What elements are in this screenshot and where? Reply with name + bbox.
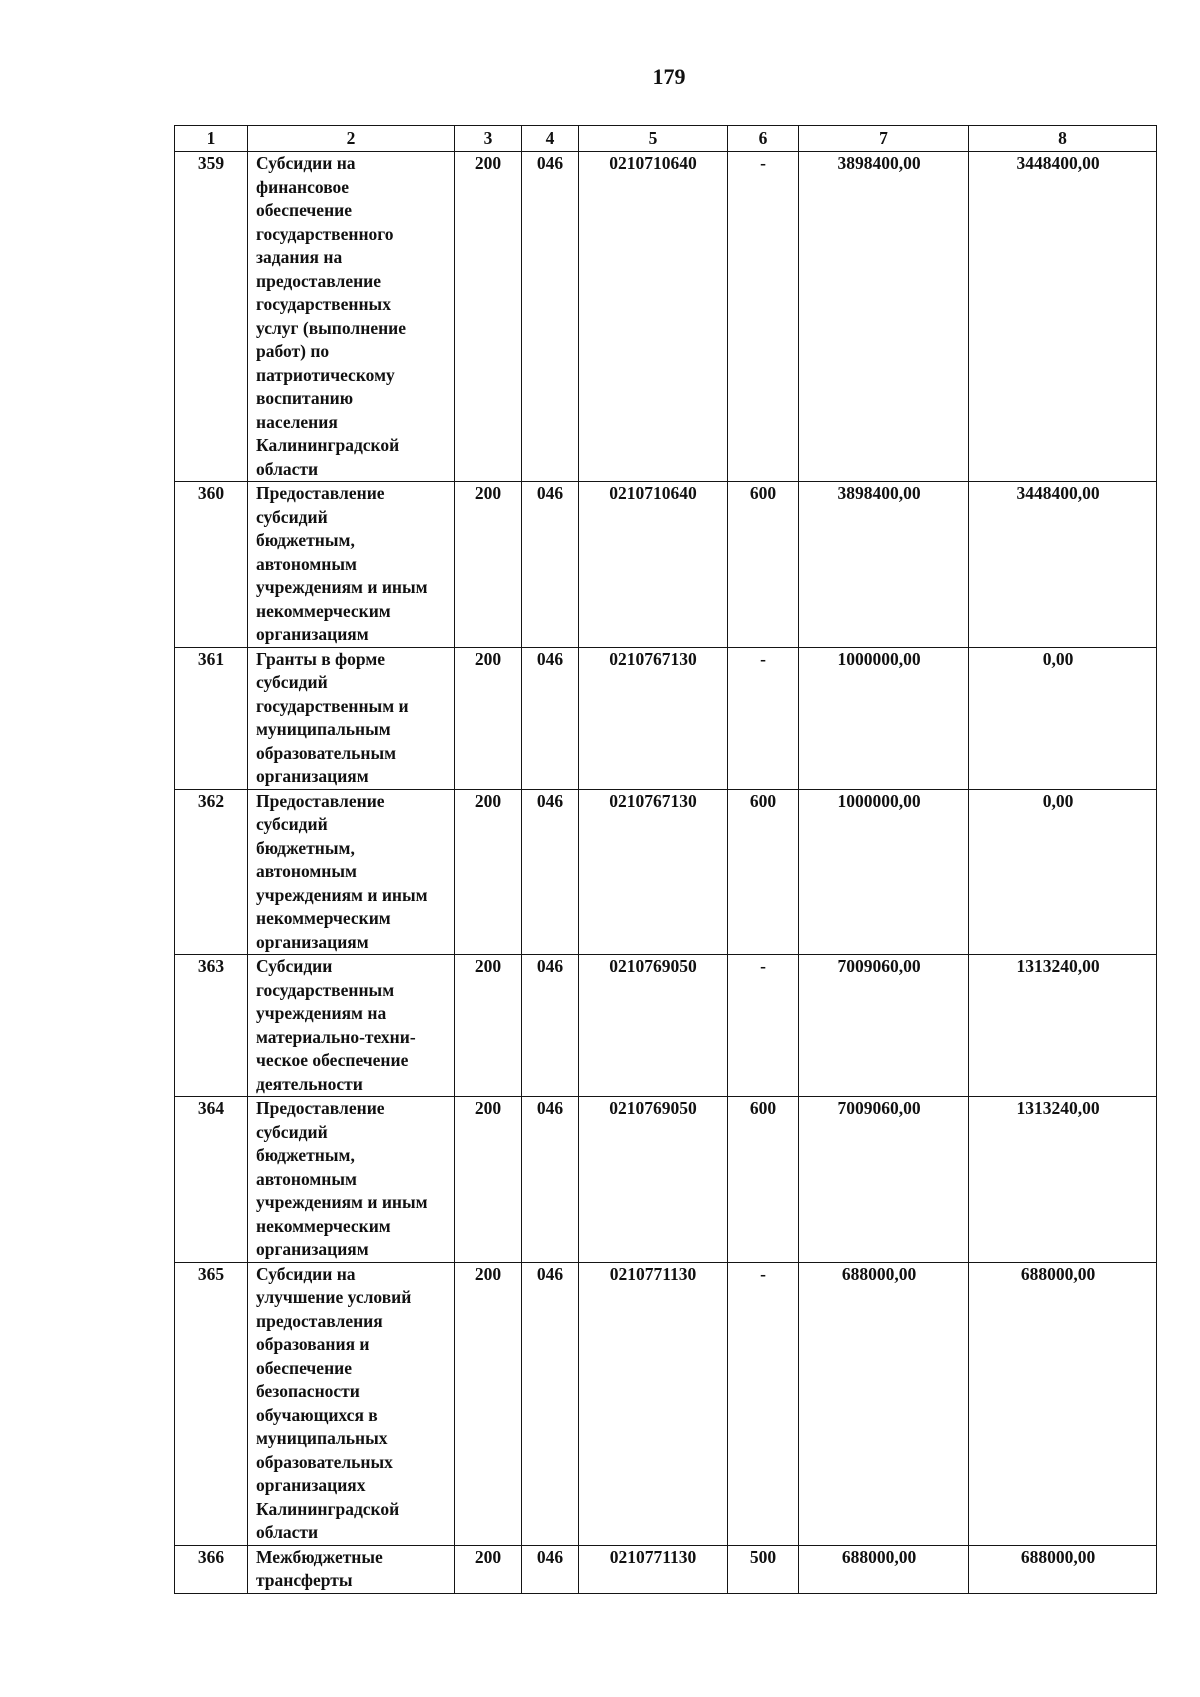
amount-cell-col7: 3898400,00 — [799, 482, 969, 648]
row-name-line: образовательным — [256, 742, 397, 763]
column-header: 5 — [579, 126, 728, 152]
row-name-line: образовательных — [256, 1451, 393, 1472]
target-article-cell: 0210710640 — [579, 152, 728, 482]
row-name-line: воспитанию — [256, 388, 354, 408]
target-article-cell: 0210771130 — [579, 1545, 728, 1593]
amount-cell-col8: 3448400,00 — [969, 482, 1157, 648]
expense-type-cell: 600 — [728, 1097, 799, 1263]
page-number: 179 — [652, 64, 686, 89]
row-name-line: государственным — [256, 979, 395, 1000]
row-name-line: некоммерческим — [256, 908, 391, 928]
row-name-line: автономным — [256, 861, 357, 881]
code-cell-col3: 200 — [455, 482, 522, 648]
row-name-line: безопасности — [256, 1381, 360, 1401]
row-name-line: Субсидии — [256, 956, 333, 976]
code-cell-col3: 200 — [455, 955, 522, 1097]
row-name-line: субсидий — [256, 1121, 328, 1142]
table-row — [175, 1262, 1157, 1545]
header-row — [175, 126, 1157, 152]
amount-cell-col7: 7009060,00 — [799, 955, 969, 1097]
row-name-line: бюджетным, — [256, 837, 355, 858]
row-name-cell — [248, 955, 455, 1097]
row-number-cell: 362 — [175, 789, 248, 955]
row-name-line: муниципальным — [256, 719, 391, 739]
row-name-cell — [248, 789, 455, 955]
amount-cell-col8: 688000,00 — [969, 1262, 1157, 1545]
row-name-line: государственных — [256, 294, 391, 314]
row-name-line: обучающихся в — [256, 1404, 378, 1425]
row-name-line: населения — [256, 411, 338, 432]
row-number-cell: 365 — [175, 1262, 248, 1545]
target-article-cell: 0210769050 — [579, 955, 728, 1097]
row-name-line: учреждениям на — [256, 1003, 387, 1023]
row-name-line: Субсидии на — [256, 1263, 356, 1284]
amount-cell-col7: 7009060,00 — [799, 1097, 969, 1263]
row-name-line: организациях — [256, 1475, 366, 1495]
table-row — [175, 152, 1157, 482]
amount-cell-col8: 0,00 — [969, 789, 1157, 955]
expense-type-cell: - — [728, 1262, 799, 1545]
table-row — [175, 789, 1157, 955]
code-cell-col4: 046 — [522, 1262, 579, 1545]
row-name-line: задания на — [256, 247, 343, 267]
row-name-cell — [248, 1545, 455, 1593]
code-cell-col3: 200 — [455, 1262, 522, 1545]
row-name-line: автономным — [256, 553, 357, 574]
code-cell-col4: 046 — [522, 1545, 579, 1593]
column-header: 1 — [175, 126, 248, 152]
row-name-line: учреждениям и иным — [256, 1192, 428, 1212]
code-cell-col4: 046 — [522, 955, 579, 1097]
row-name-line: субсидий — [256, 506, 328, 527]
code-cell-col3: 200 — [455, 789, 522, 955]
row-name-line: патриотическому — [256, 364, 395, 385]
row-name-line: учреждениям и иным — [256, 577, 428, 597]
row-name-line: Субсидии на — [256, 153, 356, 173]
table-row — [175, 482, 1157, 648]
column-header: 3 — [455, 126, 522, 152]
column-header: 4 — [522, 126, 579, 152]
row-name-cell — [248, 482, 455, 648]
expense-type-cell: 500 — [728, 1545, 799, 1593]
row-name-line: Калининградской — [256, 435, 400, 455]
row-name-line: ческое обеспечение — [256, 1050, 409, 1070]
row-name-line: государственного — [256, 223, 394, 244]
target-article-cell: 0210710640 — [579, 482, 728, 648]
row-number-cell: 364 — [175, 1097, 248, 1263]
budget-table — [174, 125, 1157, 1594]
row-name-line: улучшение условий — [256, 1287, 412, 1307]
amount-cell-col7: 688000,00 — [799, 1545, 969, 1593]
row-name-line: области — [256, 1522, 319, 1542]
row-name-line: Межбюджетные — [256, 1546, 383, 1567]
row-name-line: образования и — [256, 1334, 370, 1354]
column-header: 6 — [728, 126, 799, 152]
row-name-line: некоммерческим — [256, 1215, 391, 1236]
target-article-cell: 0210767130 — [579, 789, 728, 955]
column-header: 7 — [799, 126, 969, 152]
row-name-line: некоммерческим — [256, 600, 391, 621]
row-name-line: Гранты в форме — [256, 648, 386, 669]
amount-cell-col7: 688000,00 — [799, 1262, 969, 1545]
column-header: 2 — [248, 126, 455, 152]
code-cell-col4: 046 — [522, 647, 579, 789]
row-name-cell — [248, 647, 455, 789]
row-name-line: деятельности — [256, 1073, 363, 1094]
row-name-line: трансферты — [256, 1570, 353, 1590]
amount-cell-col7: 1000000,00 — [799, 647, 969, 789]
amount-cell-col7: 1000000,00 — [799, 789, 969, 955]
code-cell-col3: 200 — [455, 1097, 522, 1263]
column-header: 8 — [969, 126, 1157, 152]
row-name-line: субсидий — [256, 814, 328, 834]
table-row — [175, 647, 1157, 789]
row-name-line: автономным — [256, 1168, 357, 1189]
row-name-line: Предоставление — [256, 1098, 385, 1118]
table-row — [175, 1545, 1157, 1593]
row-number-cell: 359 — [175, 152, 248, 482]
expense-type-cell: - — [728, 152, 799, 482]
row-name-line: государственным и — [256, 695, 409, 716]
row-name-line: организациям — [256, 931, 369, 952]
amount-cell-col8: 688000,00 — [969, 1545, 1157, 1593]
row-name-line: Предоставление — [256, 483, 385, 503]
code-cell-col3: 200 — [455, 647, 522, 789]
row-name-cell — [248, 152, 455, 482]
table-row — [175, 1097, 1157, 1263]
row-number-cell: 360 — [175, 482, 248, 648]
amount-cell-col8: 1313240,00 — [969, 1097, 1157, 1263]
amount-cell-col8: 0,00 — [969, 647, 1157, 789]
row-name-cell — [248, 1097, 455, 1263]
row-name-line: предоставления — [256, 1310, 383, 1331]
code-cell-col3: 200 — [455, 1545, 522, 1593]
row-name-line: организациям — [256, 766, 369, 786]
row-name-line: обеспечение — [256, 1357, 353, 1378]
row-name-line: обеспечение — [256, 200, 353, 220]
row-number-cell: 363 — [175, 955, 248, 1097]
table-row — [175, 955, 1157, 1097]
expense-type-cell: 600 — [728, 789, 799, 955]
row-name-line: финансовое — [256, 176, 350, 197]
row-name-cell — [248, 1262, 455, 1545]
code-cell-col3: 200 — [455, 152, 522, 482]
row-name-line: области — [256, 458, 319, 479]
row-name-line: Предоставление — [256, 790, 385, 811]
row-name-line: материально-техни- — [256, 1026, 416, 1047]
row-number-cell: 361 — [175, 647, 248, 789]
amount-cell-col7: 3898400,00 — [799, 152, 969, 482]
row-name-line: бюджетным, — [256, 530, 355, 550]
code-cell-col4: 046 — [522, 1097, 579, 1263]
row-name-line: бюджетным, — [256, 1145, 355, 1165]
code-cell-col4: 046 — [522, 152, 579, 482]
row-name-line: Калининградской — [256, 1498, 400, 1519]
row-name-line: услуг (выполнение — [256, 317, 407, 338]
target-article-cell: 0210771130 — [579, 1262, 728, 1545]
row-number-cell: 366 — [175, 1545, 248, 1593]
target-article-cell: 0210767130 — [579, 647, 728, 789]
row-name-line: работ) по — [256, 341, 330, 361]
expense-type-cell: - — [728, 647, 799, 789]
target-article-cell: 0210769050 — [579, 1097, 728, 1263]
amount-cell-col8: 1313240,00 — [969, 955, 1157, 1097]
row-name-line: предоставление — [256, 270, 382, 291]
expense-type-cell: 600 — [728, 482, 799, 648]
amount-cell-col8: 3448400,00 — [969, 152, 1157, 482]
row-name-line: муниципальных — [256, 1428, 388, 1448]
row-name-line: организациям — [256, 624, 369, 644]
row-name-line: учреждениям и иным — [256, 884, 428, 905]
row-name-line: организациям — [256, 1239, 369, 1259]
row-name-line: субсидий — [256, 672, 328, 692]
code-cell-col4: 046 — [522, 789, 579, 955]
code-cell-col4: 046 — [522, 482, 579, 648]
expense-type-cell: - — [728, 955, 799, 1097]
